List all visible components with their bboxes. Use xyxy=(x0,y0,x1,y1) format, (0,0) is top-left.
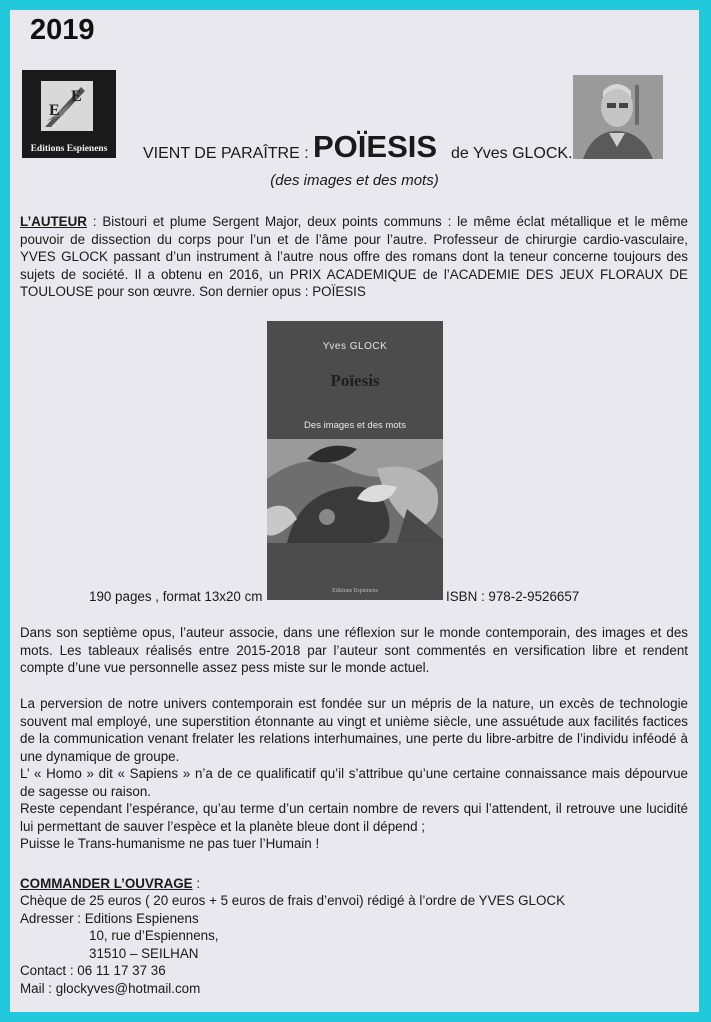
book-subtitle: (des images et des mots) xyxy=(270,172,439,189)
book-cover xyxy=(267,321,443,600)
author-text: : Bistouri et plume Sergent Major, deux points communs : le même éclat métallique et le même pouvoir de dissection du corps pour l’un et de l’âme pour l’autre. Professeur de chirurgie cardio-vasculaire, YVES GLOCK passant d’un instrument à l’autre nous offre des romans dont la teneur concerne toujours des sujets de société. Il a obtenu en 2016, un PRIX ACADEMIQUE de l’ACADEMIE DES JEUX FLORAUX DE TOULOUSE pour son œuvre. Son dernier opus : POÏESIS xyxy=(20,214,688,299)
description-paragraph-4: Reste cependant l’espérance, qu’au terme d’un certain nombre de revers qui l’attendent, il retrouve une lucidité lui permettant de sauver l’espèce et la planète bleue dont il dépend ; xyxy=(20,801,688,834)
announcement-label: VIENT DE PARAÎTRE : xyxy=(143,145,309,162)
description-paragraph-1: Dans son septième opus, l’auteur associe, dans une réflexion sur le monde contemporain, des images et des mots. Les tableaux réalisés entre 2015-2018 par l’auteur sont commentés en versification libre et rendent compte d’une vue personnelle assez pess miste sur le monde actuel. xyxy=(20,625,688,675)
cover-artwork xyxy=(267,439,443,543)
order-contact: Contact : 06 11 17 37 36 xyxy=(20,963,166,978)
order-address-label: Adresser : Editions Espienens xyxy=(20,911,199,926)
author-heading: L’AUTEUR xyxy=(20,214,87,229)
isbn-info: ISBN : 978-2-9526657 xyxy=(446,589,580,604)
cover-title: Poïesis xyxy=(330,371,380,390)
cover-subtitle: Des images et des mots xyxy=(304,420,406,431)
publisher-logo xyxy=(22,70,116,158)
author-byline: de Yves GLOCK. xyxy=(451,145,573,162)
cover-publisher: Editions Espienens xyxy=(332,588,378,594)
quill-icon xyxy=(41,81,93,131)
svg-text:E: E xyxy=(49,102,60,119)
description-paragraph-2: La perversion de notre univers contemporain est fondée sur un mépris de la nature, un excès de technologie souvent mal employé, une superstition étonnante au vingt et unième siècle, une assuétude aux facilités factices de la communication venant frelater les relations interhumaines, une perte du libre-arbitre de l’individu inféodé à une dynamique de groupe. xyxy=(20,696,688,764)
order-address-line-2: 31510 – SEILHAN xyxy=(89,946,199,961)
order-mail[interactable]: Mail : glockyves@hotmail.com xyxy=(20,981,201,996)
flyer-page xyxy=(10,10,699,1012)
description-paragraph-3: L’ « Homo » dit « Sapiens » n’a de ce qualificatif qu’il s’attribue qu’une certaine connaissance mais dépourvue de sagesse ou raison. xyxy=(20,766,688,799)
order-address-line-1: 10, rue d’Espiennens, xyxy=(89,928,219,943)
logo-caption: Editions Espienens xyxy=(30,144,108,154)
svg-text:E: E xyxy=(71,88,82,105)
order-heading-line xyxy=(20,875,688,893)
order-payment: Chèque de 25 euros ( 20 euros + 5 euros de frais d’envoi) rédigé à l’ordre de YVES GLOCK xyxy=(20,893,565,908)
book-title: POÏESIS xyxy=(313,129,438,164)
author-photo xyxy=(573,75,663,159)
page-format-info: 190 pages , format 13x20 cm xyxy=(89,589,263,604)
author-paragraph xyxy=(20,213,688,301)
order-heading-suffix: : xyxy=(192,876,201,891)
description-paragraph-5: Puisse le Trans-humanisme ne pas tuer l’Humain ! xyxy=(20,836,320,851)
year-heading: 2019 xyxy=(30,14,95,46)
order-heading: COMMANDER L’OUVRAGE xyxy=(20,876,193,891)
cover-author: Yves GLOCK xyxy=(322,341,388,352)
